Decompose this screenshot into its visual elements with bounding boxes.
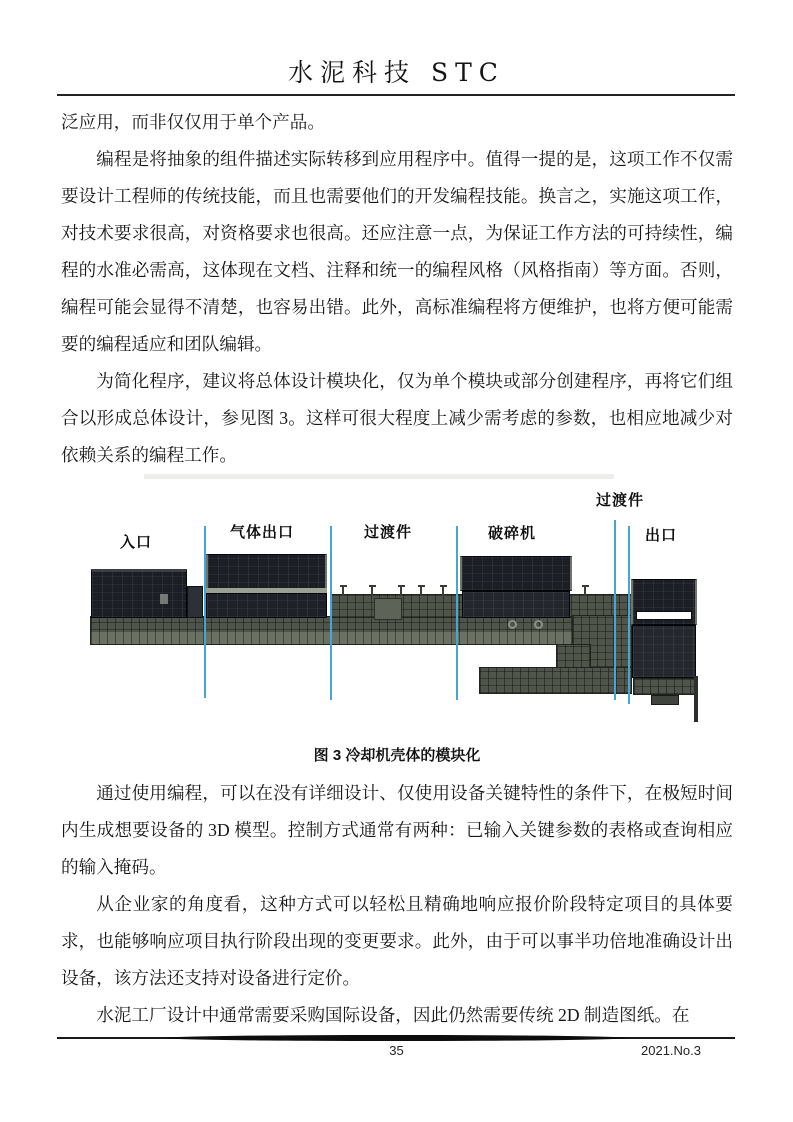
deck-post — [342, 585, 344, 596]
deck-post — [442, 585, 444, 596]
inlet-step-shape — [187, 586, 203, 618]
inlet-machine-shape — [91, 569, 187, 618]
module-divider-line — [614, 520, 616, 700]
gas-outlet-hood-shape — [206, 554, 327, 592]
deck-post — [420, 585, 422, 596]
gas-outlet-body-shape — [206, 593, 327, 618]
module-divider-line — [330, 526, 332, 700]
deck-post — [371, 585, 373, 596]
crusher-port-ring — [534, 620, 543, 629]
module-divider-line — [628, 526, 630, 704]
outlet-body-shape — [632, 625, 696, 678]
module-divider-line — [204, 526, 206, 698]
journal-title: 水泥科技 STC — [288, 58, 505, 87]
crusher-port-ring — [508, 620, 517, 629]
header-rule — [57, 94, 735, 96]
paragraph: 水泥工厂设计中通常需要采购国际设备，因此仍然需要传统 2D 制造图纸。在 — [96, 1005, 690, 1025]
inlet-hatch-mark — [160, 594, 168, 604]
paragraph: 泛应用，而非仅仅用于单个产品。 — [61, 112, 325, 132]
issue-number: 2021.No.3 — [641, 1043, 701, 1058]
cooler-shell-diagram — [84, 476, 734, 740]
paragraph: 通过使用编程，可以在没有详细设计、仅使用设备关键特性的条件下，在极短时间内生成想要设备的 3D 模型。控制方式通常有两种：已输入关键参数的表格或查询相应的输入掩码。 — [61, 783, 733, 877]
scan-smudge — [144, 474, 614, 479]
body-content — [61, 104, 733, 1034]
deck-post — [584, 585, 586, 596]
paragraph: 为简化程序，建议将总体设计模块化，仅为单个模块或部分创建程序，再将它们组合以形成总体设计，参见图 3。这样可很大程度上减少需考虑的参数，也相应地减少对依赖关系的编程工作。 — [61, 371, 733, 465]
cooler-deck-band-shape — [91, 632, 590, 644]
module-divider-line — [456, 526, 458, 700]
deck-lower-step-shape — [479, 667, 632, 694]
paragraph: 从企业家的角度看，这种方式可以轻松且精确地响应报价阶段特定项目的具体要求，也能够响应项目执行阶段出现的变更要求。此外，由于可以事半功倍地准确设计出设备，该方法还支持对设备进行定价。 — [61, 894, 733, 988]
label-gas-outlet: 气体出口 — [230, 524, 295, 541]
outlet-foot-shape — [651, 695, 679, 705]
paragraph: 编程是将抽象的组件描述实际转移到应用程序中。值得一提的是，这项工作不仅需要设计工程师的传统技能，而且也需要他们的开发编程技能。换言之，实施这项工作，对技术要求很高，对资格要求也很高。还应注意一点，为保证工作方法的可持续性，编程的水准必需高，这体现在文档、注释和统一的编程风格（风格指南）等方面。否则，编程可能会显得不清楚，也容易出错。此外，高标准编程将方便维护，也将方便可能需要的编程适应和团队编辑。 — [61, 149, 733, 354]
crusher-body-shape — [462, 591, 570, 618]
label-transition-piece-2: 过渡件 — [596, 492, 645, 509]
deck-step-connector-shape — [556, 644, 591, 669]
label-crusher: 破碎机 — [488, 525, 537, 542]
deck-post — [400, 585, 402, 596]
outlet-slot-shape — [636, 611, 692, 620]
deck-hatch-shape — [374, 598, 402, 620]
footer-rule — [57, 1037, 735, 1039]
label-inlet: 入口 — [120, 534, 153, 551]
page-number: 35 — [389, 1043, 404, 1058]
figure-3 — [61, 476, 733, 767]
label-outlet: 出口 — [645, 527, 678, 544]
label-transition-piece: 过渡件 — [364, 524, 413, 541]
figure-caption: 图 3 冷却机壳体的模块化 — [313, 747, 481, 764]
outlet-base-shape — [633, 678, 697, 695]
outlet-descender-shape — [694, 676, 698, 722]
crusher-hood-shape — [460, 556, 572, 591]
